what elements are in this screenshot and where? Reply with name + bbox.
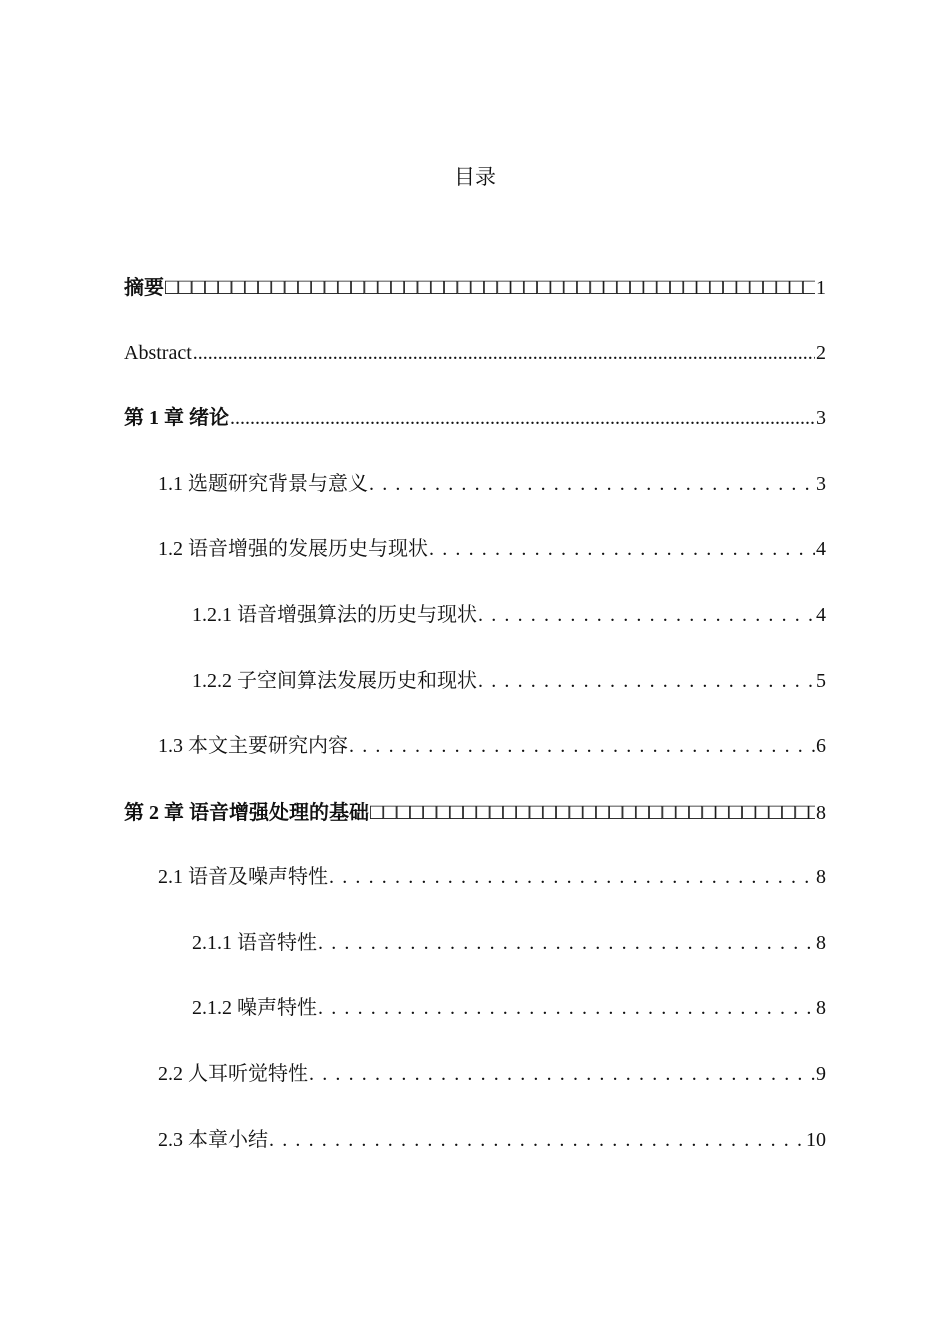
toc-page-number: 3 (816, 407, 826, 429)
toc-entry-title: 1.2.1 语音增强算法的历史与现状 (192, 604, 477, 626)
toc-page-number: 6 (816, 735, 826, 757)
toc-page-number: 4 (816, 538, 826, 560)
toc-page-number: 8 (816, 866, 826, 888)
toc-entry-title: 第 2 章 语音增强处理的基础 (124, 802, 369, 824)
toc-entry-title: 1.2 语音增强的发展历史与现状 (158, 538, 428, 560)
toc-entry-title: Abstract (124, 342, 192, 364)
toc-page-number: 2 (816, 342, 826, 364)
toc-page-number: 8 (816, 932, 826, 954)
toc-page-number: 8 (816, 997, 826, 1019)
toc-leader (369, 466, 815, 502)
toc-page-number: 5 (816, 670, 826, 692)
toc-page-number: 8 (816, 802, 826, 824)
toc-leader (230, 400, 815, 436)
toc-entry-section-2-2[interactable] (158, 1056, 826, 1092)
toc-entry-section-2-3[interactable] (158, 1122, 826, 1158)
toc-entry-title: 第 1 章 绪论 (124, 407, 229, 429)
toc-leader (318, 925, 815, 961)
toc-entry-chapter-2[interactable] (124, 794, 826, 830)
toc-leader (370, 794, 815, 831)
toc-entry-section-1-1[interactable] (158, 466, 826, 502)
toc-entry-title: 2.1.2 噪声特性 (192, 997, 317, 1019)
toc-entry-title: 1.1 选题研究背景与意义 (158, 473, 368, 495)
toc-entry-section-2-1[interactable] (158, 859, 826, 895)
toc-entry-title: 2.1 语音及噪声特性 (158, 866, 328, 888)
toc-entry-section-2-1-2[interactable] (192, 990, 826, 1026)
toc-page-number: 10 (806, 1129, 826, 1151)
toc-entry-title: 1.3 本文主要研究内容 (158, 735, 348, 757)
toc-entry-section-2-1-1[interactable] (192, 925, 826, 961)
toc-entry-title: 1.2.2 子空间算法发展历史和现状 (192, 670, 477, 692)
toc-entry-section-1-3[interactable] (158, 728, 826, 764)
page-title: 目录 (454, 165, 496, 189)
toc-entry-abstract-en[interactable] (124, 335, 826, 371)
toc-leader (329, 859, 815, 895)
toc-entry-section-1-2-1[interactable] (192, 597, 826, 633)
toc-entry-title: 摘要 (124, 277, 164, 299)
toc-entry-title: 2.3 本章小结 (158, 1129, 268, 1151)
toc-leader (429, 531, 815, 567)
toc-entry-title: 2.1.1 语音特性 (192, 932, 317, 954)
toc-entry-chapter-1[interactable] (124, 400, 826, 436)
toc-leader (269, 1122, 805, 1158)
toc-leader (165, 269, 815, 306)
toc-entry-section-1-2-2[interactable] (192, 663, 826, 699)
toc-leader (478, 663, 815, 699)
toc-page-number: 4 (816, 604, 826, 626)
toc-entry-abstract-cn[interactable] (124, 269, 826, 305)
toc-leader (318, 990, 815, 1026)
toc-leader (309, 1056, 815, 1092)
toc-leader (478, 597, 815, 633)
toc-entry-title: 2.2 人耳听觉特性 (158, 1063, 308, 1085)
toc-page-number: 3 (816, 473, 826, 495)
toc-leader (193, 335, 815, 371)
toc-page-number: 1 (816, 277, 826, 299)
toc-page-number: 9 (816, 1063, 826, 1085)
toc-entry-section-1-2[interactable] (158, 531, 826, 567)
toc-leader (349, 728, 815, 764)
